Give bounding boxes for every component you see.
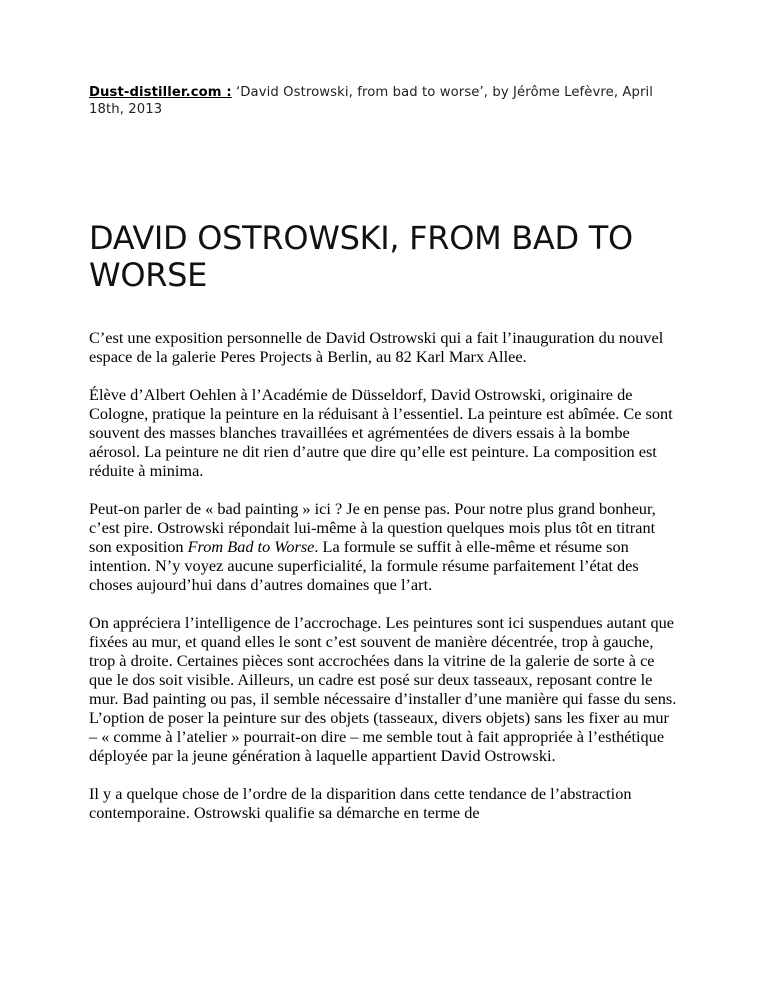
source-site-link[interactable]: Dust-distiller.com : (89, 85, 232, 100)
article-body (89, 328, 679, 841)
paragraph-3: Peut-on parler de « bad painting » ici ? Je en pense pas. Pour notre plus grand bonheur, c’est pire. Ostrowski répondait lui-même à la question quelques mois plus tôt en titrant son exposition From Bad to Worse. La formule se suffit à elle-même et résume son intention. N’y voyez aucune superficialité, la formule résume parfaitement l’état des choses aujourd’hui dans d’autres domaines que l’art. (89, 499, 656, 594)
source-citation: ‘David Ostrowski, from bad to worse’, by Jérôme Lefèvre, April 18th, 2013 (89, 85, 654, 117)
exhibition-title: From Bad to Worse (187, 537, 315, 556)
source-line (89, 84, 689, 118)
paragraph-1: C’est une exposition personnelle de David Ostrowski qui a fait l’inauguration du nouvel espace de la galerie Peres Projects à Berlin, au 82 Karl Marx Allee. (89, 328, 664, 366)
article-title: DAVID OSTROWSKI, FROM BAD TO WORSE (89, 219, 633, 294)
paragraph-2: Élève d’Albert Oehlen à l’Académie de Düsseldorf, David Ostrowski, originaire de Cologne, pratique la peinture en la réduisant à l’essentiel. La peinture est abîmée. Ce sont souvent des masses blanches travaillées et agrémentées de divers essais à la bombe aérosol. La peinture ne dit rien d’autre que dire qu’elle est peinture. La composition est réduite à minima. (89, 385, 673, 480)
paragraph-5: Il y a quelque chose de l’ordre de la disparition dans cette tendance de l’abstraction contemporaine. Ostrowski qualifie sa démarche en terme de (89, 784, 632, 822)
paragraph-4: On appréciera l’intelligence de l’accrochage. Les peintures sont ici suspendues autant que fixées au mur, et quand elles le sont c’est souvent de manière décentrée, trop à gauche, trop à droite. Certaines pièces sont accrochées dans la vitrine de la galerie de sorte à ce que le dos soit visible. Ailleurs, un cadre est posé sur deux tasseaux, reposant contre le mur. Bad painting ou pas, il semble nécessaire d’installer d’une manière qui fasse du sens. L’option de poser la peinture sur des objets (tasseaux, divers objets) sans les fixer au mur – « comme à l’atelier » pourrait-on dire – me semble tout à fait appropriée à l’esthétique déployée par la jeune génération à laquelle appartient David Ostrowski. (89, 613, 677, 765)
